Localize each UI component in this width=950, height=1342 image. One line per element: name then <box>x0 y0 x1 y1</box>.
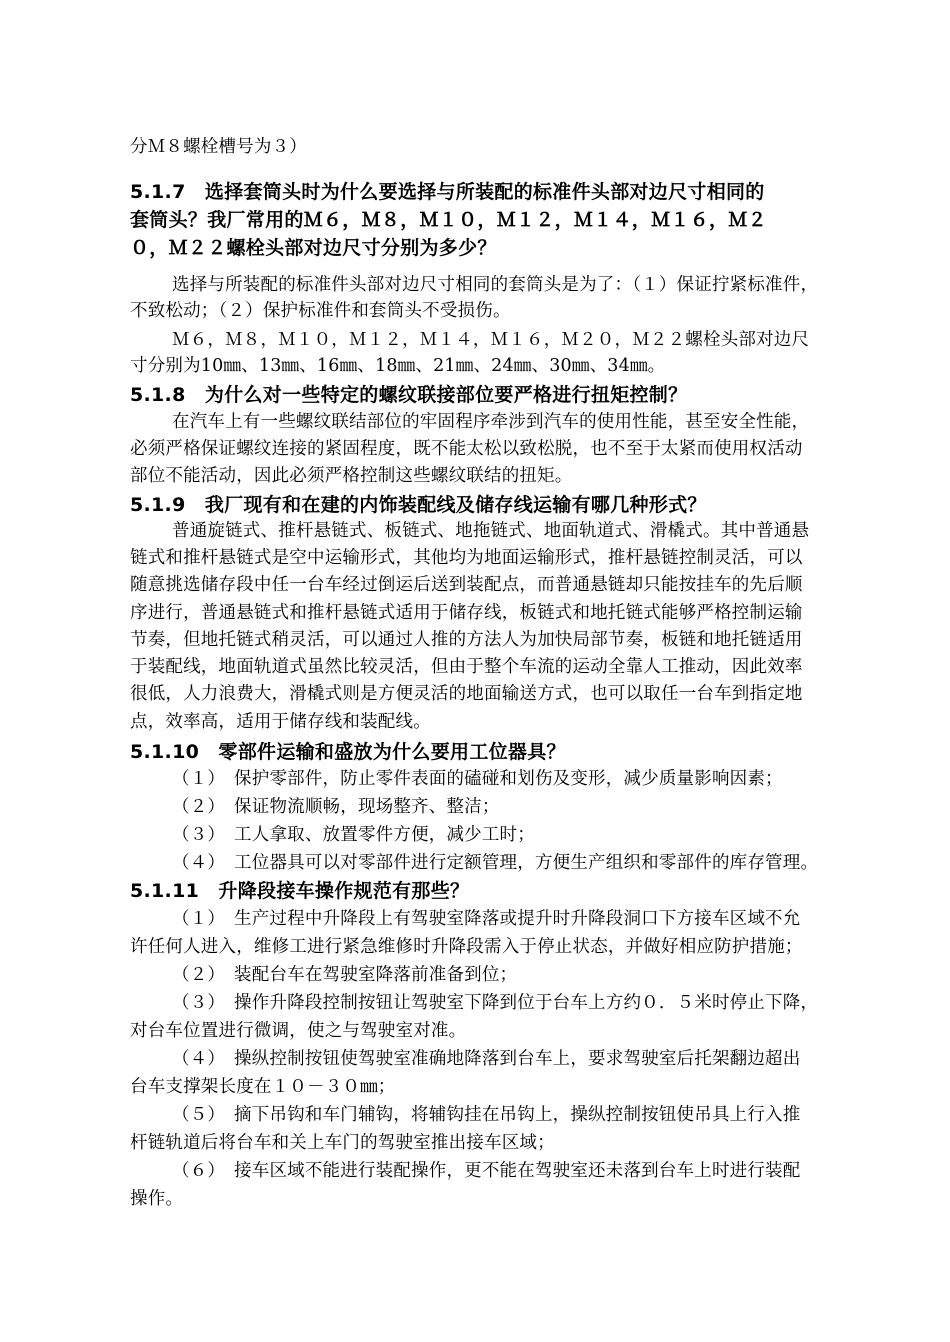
list-item: （１） 保护零部件，防止零件表面的磕碰和划伤及变形，减少质量影响因素； <box>172 769 783 789</box>
list-item-cont: 操作。 <box>130 1189 184 1209</box>
paragraph-line: 寸分别为10㎜、13㎜、16㎜、18㎜、21㎜、24㎜、30㎜、34㎜。 <box>130 356 666 376</box>
paragraph-line: 点，效率高，适用于储存线和装配线。 <box>130 712 431 732</box>
section-heading-5-1-11: 5.1.11 升降段接车操作规范有那些？ <box>130 880 470 902</box>
paragraph-line: 于装配线，地面轨道式虽然比较灵活，但由于整个车流的运动全靠人工推动，因此效率 <box>130 657 803 677</box>
list-item: （４） 操纵控制按钮使驾驶室准确地降落到台车上，要求驾驶室后托架翻边超出 <box>172 1049 801 1069</box>
paragraph-line: 很低，人力浪费大，滑橇式则是方便灵活的地面输送方式，也可以取任一台车到指定地 <box>130 684 803 704</box>
list-item: （２） 装配台车在驾驶室降落前准备到位； <box>172 965 518 985</box>
section-heading-5-1-9: 5.1.9 我厂现有和在建的内饰装配线及储存线运输有哪几种形式？ <box>130 494 707 516</box>
list-item: （３） 工人拿取、放置零件方便，减少工时； <box>172 825 535 845</box>
list-item: （１） 生产过程中升降段上有驾驶室降落或提升时升降段洞口下方接车区域不允 <box>172 909 801 929</box>
paragraph-line: Ｍ６，Ｍ８，Ｍ１０，Ｍ１２，Ｍ１４，Ｍ１６，Ｍ２０，Ｍ２２螺栓头部对边尺 <box>172 330 810 350</box>
list-item: （５） 摘下吊钩和车门辅钩，将辅钩挂在吊钩上，操纵控制按钮使吊具上行入推 <box>172 1105 801 1125</box>
list-item-cont: 许任何人进入，维修工进行紧急维修时升降段需入于停止状态，并做好相应防护措施； <box>130 937 803 957</box>
paragraph-line: 不致松动；（２）保护标准件和套筒头不受损伤。 <box>130 301 511 321</box>
paragraph-line: 选择与所装配的标准件头部对边尺寸相同的套筒头是为了：（１）保证拧紧标准件， <box>172 275 819 295</box>
list-item: （４） 工位器具可以对零部件进行定额管理，方便生产组织和零部件的库存管理。 <box>172 853 819 873</box>
paragraph-line: 序进行，普通悬链式和推杆悬链式适用于储存线，板链式和地托链式能够严格控制运输 <box>130 603 803 623</box>
paragraph-line: 在汽车上有一些螺纹联结部位的牢固程序牵涉到汽车的使用性能，甚至安全性能， <box>172 412 810 432</box>
list-item-cont: 杆链轨道后将台车和关上车门的驾驶室推出接车区域； <box>130 1133 555 1153</box>
section-heading-5-1-8: 5.1.8 为什么对一些特定的螺纹联接部位要严格进行扭矩控制？ <box>130 384 688 406</box>
paragraph-line: 随意挑选储存段中任一台车经过倒运后送到装配点，而普通悬链却只能按挂车的先后顺 <box>130 575 803 595</box>
paragraph-line: 必须严格保证螺纹连接的紧固程度，既不能太松以致松脱，也不至于太紧而使用权活动 <box>130 439 803 459</box>
list-item-cont: 对台车位置进行微调，使之与驾驶室对准。 <box>130 1021 467 1041</box>
paragraph-line: 链式和推杆悬链式是空中运输形式，其他均为地面运输形式，推杆悬链控制灵活，可以 <box>130 548 803 568</box>
list-item: （６） 接车区域不能进行装配操作，更不能在驾驶室还未落到台车上时进行装配 <box>172 1161 801 1181</box>
list-item-cont: 台车支撑架长度在１０－３０㎜； <box>130 1077 396 1097</box>
section-heading-5-1-7: 5.1.7 选择套筒头时为什么要选择与所装配的标准件头部对边尺寸相同的 <box>130 181 765 203</box>
paragraph-line: 普通旋链式、推杆悬链式、板链式、地拖链式、地面轨道式、滑橇式。其中普通悬 <box>172 521 810 541</box>
list-item: （２） 保证物流顺畅，现场整齐、整洁； <box>172 797 500 817</box>
section-heading-5-1-10: 5.1.10 零部件运输和盛放为什么要用工位器具？ <box>130 741 566 763</box>
paragraph-line: 节奏，但地托链式稍灵活，可以通过人推的方法人为加快局部节奏，板链和地托链适用 <box>130 630 803 650</box>
text-line: 分Ｍ８螺栓槽号为３） <box>130 137 307 157</box>
section-heading-5-1-7-cont: 套筒头？我厂常用的Ｍ６，Ｍ８，Ｍ１０，Ｍ１２，Ｍ１４，Ｍ１６，Ｍ２ <box>130 209 767 231</box>
paragraph-line: 部位不能活动，因此必须严格控制这些螺纹联结的扭矩。 <box>130 466 573 486</box>
list-item: （３） 操作升降段控制按钮让驾驶室下降到位于台车上方约０．５米时停止下降， <box>172 993 819 1013</box>
section-heading-5-1-7-cont: ０，Ｍ２２螺栓头部对边尺寸分别为多少？ <box>130 237 497 259</box>
